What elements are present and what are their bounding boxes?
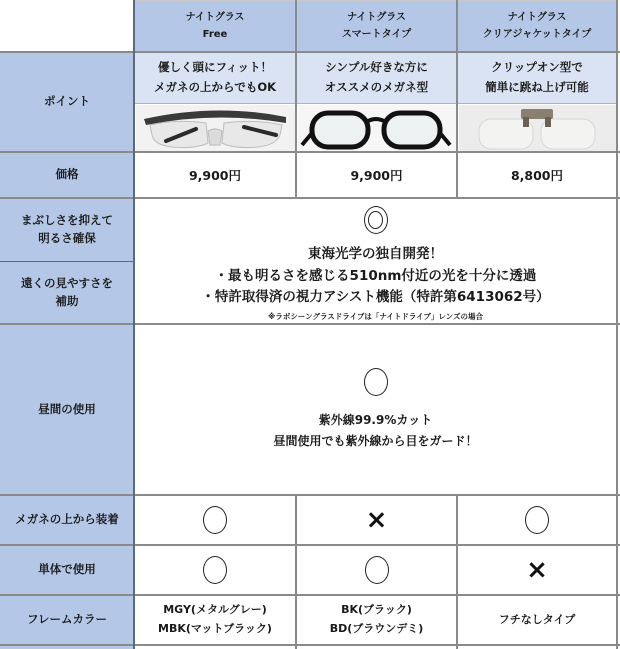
grid-line bbox=[456, 495, 458, 649]
standalone-smart bbox=[296, 545, 457, 595]
circle-mark-icon bbox=[525, 506, 549, 534]
daytime-merged-cell bbox=[134, 324, 617, 495]
point-line1: クリップオン型で bbox=[491, 60, 583, 75]
row-label-price bbox=[0, 152, 134, 198]
point-text-smart bbox=[296, 52, 457, 104]
column-header-line2: クリアジャケットタイプ bbox=[482, 29, 592, 40]
highlighted-headline: 東海光学の独自開発！ bbox=[302, 244, 449, 266]
over-glasses-free bbox=[134, 495, 296, 545]
glare-distance-merged-cell bbox=[134, 198, 617, 324]
price-free: 9,900円 bbox=[134, 152, 296, 198]
row-label-line1: まぶしさを抑えて bbox=[21, 213, 113, 228]
column-header-line2: Free bbox=[202, 29, 228, 40]
circle-mark-icon bbox=[365, 556, 389, 584]
footnote: ※ラボシーングラスドライブは「ナイトドライブ」レンズの場合 bbox=[268, 311, 483, 321]
grid-line bbox=[133, 0, 135, 649]
grid-line bbox=[134, 0, 617, 1]
grid-line bbox=[295, 495, 297, 649]
row-label-frame-color bbox=[0, 595, 134, 645]
row-label-over-glasses bbox=[0, 495, 134, 545]
row-label-distance bbox=[0, 262, 134, 324]
grid-line bbox=[0, 197, 620, 199]
row-label-text: ポイント bbox=[44, 94, 90, 109]
bullet-2: ・特許取得済の視力アシスト機能（特許第6413062号） bbox=[201, 289, 550, 306]
row-label-line2: 補助 bbox=[55, 294, 79, 308]
black-frame-glasses-image bbox=[298, 105, 456, 151]
header-corner bbox=[0, 0, 134, 52]
grid-line bbox=[0, 151, 620, 153]
column-header-free bbox=[134, 0, 296, 52]
column-header-line2: スマートタイプ bbox=[341, 29, 412, 40]
row-label-text: メガネの上から装着 bbox=[15, 512, 119, 527]
row-label-glare bbox=[0, 198, 134, 262]
uv-guard-text: 昼間使用でも紫外線から目をガード！ bbox=[273, 433, 478, 448]
row-label-line1: 遠くの見やすさを bbox=[21, 276, 113, 291]
column-header-line1: ナイトグラス bbox=[347, 12, 406, 23]
row-label-standalone bbox=[0, 545, 134, 595]
row-label-daytime bbox=[0, 324, 134, 495]
bullet-1: ・最も明るさを感じる510nm付近の光を十分に透過 bbox=[214, 267, 537, 284]
frame-color-line1: MGY(メタルグレー) bbox=[163, 603, 267, 617]
frame-color-clear-jacket bbox=[457, 595, 617, 645]
frame-color-line2: MBK(マットブラック) bbox=[158, 622, 272, 635]
point-line2: オススメのメガネ型 bbox=[324, 80, 429, 94]
grid-line bbox=[0, 494, 620, 496]
column-header-smart bbox=[296, 0, 457, 52]
point-line2: 簡単に跳ね上げ可能 bbox=[485, 80, 589, 94]
grid-line bbox=[0, 594, 620, 596]
point-line1: シンプル好きな方に bbox=[325, 60, 428, 75]
grid-line bbox=[0, 644, 620, 646]
frame-color-line1: BK(ブラック) bbox=[341, 603, 412, 617]
point-text-free bbox=[134, 52, 296, 104]
point-line2: メガネの上からでもOK bbox=[153, 80, 277, 94]
grid-line bbox=[0, 261, 134, 262]
over-glasses-smart bbox=[296, 495, 457, 545]
row-label-text: 単体で使用 bbox=[38, 562, 96, 577]
price-clear-jacket: 8,800円 bbox=[457, 152, 617, 198]
circle-mark-icon bbox=[364, 368, 388, 396]
headline bbox=[302, 244, 449, 266]
clip-on-lens-image bbox=[459, 105, 616, 151]
grid-line bbox=[0, 51, 620, 53]
circle-mark-icon bbox=[203, 506, 227, 534]
price-smart: 9,900円 bbox=[296, 152, 457, 198]
point-line1: 優しく頭にフィット！ bbox=[157, 60, 273, 75]
point-text-clear-jacket bbox=[457, 52, 617, 104]
column-header-line1: ナイトグラス bbox=[185, 12, 245, 23]
cross-mark-icon: × bbox=[365, 505, 388, 535]
row-label-text: 価格 bbox=[55, 167, 79, 182]
row-label-text: 昼間の使用 bbox=[38, 401, 96, 416]
grid-line bbox=[616, 0, 618, 649]
column-header-clear-jacket bbox=[457, 0, 617, 52]
standalone-clear-jacket bbox=[457, 545, 617, 595]
double-circle-mark-icon bbox=[364, 206, 388, 234]
row-label-point bbox=[0, 52, 134, 152]
over-glasses-clear-jacket bbox=[457, 495, 617, 545]
frame-color-line1: フチなしタイプ bbox=[498, 612, 576, 626]
clear-frame-glasses-image bbox=[136, 105, 295, 151]
cross-mark-icon: × bbox=[526, 555, 548, 585]
grid-line bbox=[456, 0, 458, 199]
row-label-text: フレームカラー bbox=[26, 612, 108, 627]
uv-cut-text: 紫外線99.9%カット bbox=[318, 413, 433, 428]
frame-color-smart bbox=[296, 595, 457, 645]
frame-color-free bbox=[134, 595, 296, 645]
grid-line bbox=[0, 544, 620, 546]
standalone-free bbox=[134, 545, 296, 595]
row-label-line2: 明るさ確保 bbox=[38, 231, 96, 245]
grid-line bbox=[0, 323, 620, 325]
column-header-line1: ナイトグラス bbox=[507, 12, 567, 23]
grid-line bbox=[295, 0, 297, 199]
grid-line bbox=[134, 103, 617, 104]
frame-color-line2: BD(ブラウンデミ) bbox=[329, 622, 424, 635]
circle-mark-icon bbox=[203, 556, 227, 584]
